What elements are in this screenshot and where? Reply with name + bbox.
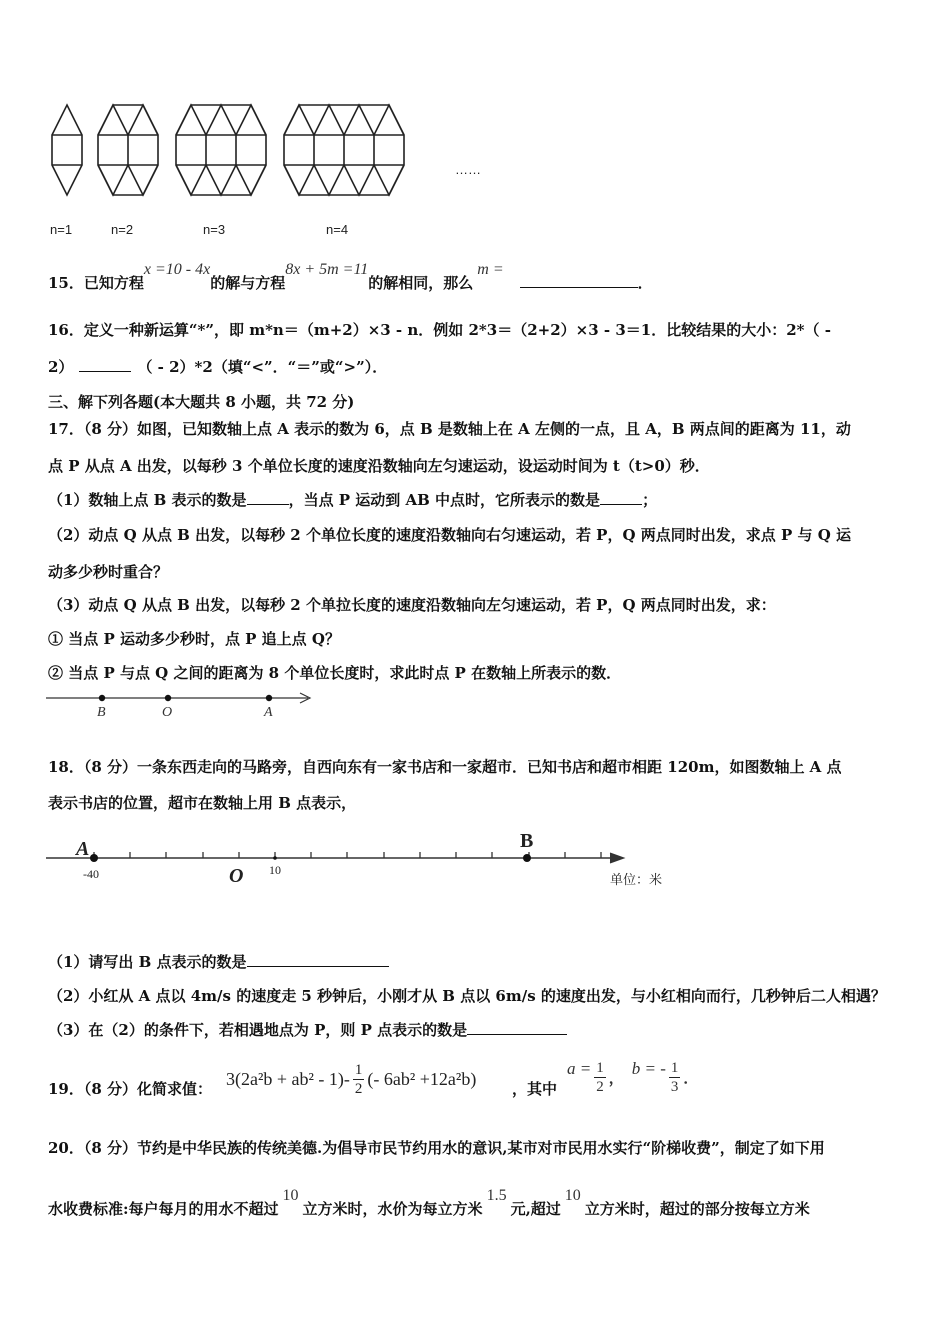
figure-label-n3: n=3	[203, 222, 226, 237]
q17-point-a	[266, 695, 272, 701]
question-19	[48, 1078, 212, 1099]
q18-tick-label-minus40: -40	[83, 867, 99, 881]
figure-ellipsis: ……	[455, 162, 481, 177]
q16-line2-b: （ - 2）*2（填“<”．“＝”或“>”）．	[137, 358, 388, 376]
q18-blank-3[interactable]	[467, 1034, 567, 1035]
question-17-line-2: 点 P 从点 A 出发，以每秒 3 个单位长度的速度沿数轴向左匀速运动，设运动时间为 t（t>0）秒．	[48, 457, 710, 475]
q15-ask: m =	[477, 261, 504, 278]
question-15	[48, 261, 653, 293]
question-16-line-1: 16．定义一种新运算“*”，即 m*n＝（m+2）×3 - n．例如 2*3＝（2+2）×3 - 3＝1．比较结果的大小：2*（ -	[48, 321, 831, 339]
q20-line2-a: 水收费标准:每户每月的用水不超过	[48, 1200, 279, 1218]
question-18-line-2: 表示书店的位置，超市在数轴上用 B 点表示，	[48, 794, 357, 812]
q19-values	[567, 1052, 698, 1102]
q18-p1: （1）请写出 B 点表示的数是	[48, 953, 247, 971]
question-17-part-3: （3）动点 Q 从点 B 出发，以每秒 2 个单拉长度的速度沿数轴向左匀速运动，若 P，Q 两点同时出发，求：	[48, 596, 776, 614]
q20-line2-c: 元,超过	[510, 1200, 561, 1218]
q18-point-10	[273, 856, 277, 860]
q18-label-a: A	[76, 838, 90, 860]
figure-n1	[52, 105, 82, 195]
q19-expr-a: 3(2a²b + ab² - 1)-	[226, 1068, 350, 1089]
q16-line2-a: 2）	[48, 358, 74, 376]
question-17-line-1: 17．（8 分）如图，已知数轴上点 A 表示的数为 6，点 B 是数轴上在 A 左侧的一点，且 A，B 两点间的距离为 11，动	[48, 420, 851, 438]
q19-b-den: 3	[670, 1078, 679, 1095]
q20-value-10-b: 10	[564, 1187, 581, 1204]
q17-label-o: O	[162, 705, 173, 720]
q19-where: ，其中	[512, 1080, 558, 1098]
question-18-part-2: （2）小红从 A 点以 4m/s 的速度走 5 秒钟后，小刚才从 B 点以 6m/s 的速度出发，与小红相向而行，几秒钟后二人相遇？	[48, 987, 886, 1005]
q19-frac-num: 1	[354, 1061, 363, 1078]
q19-frac-den: 2	[354, 1080, 363, 1097]
q15-end: ．	[637, 274, 653, 292]
question-17-part-1	[48, 489, 657, 510]
q19-a-fraction	[594, 1059, 606, 1096]
question-20-line-2	[48, 1187, 810, 1219]
q19-prefix: 19．（8 分）化简求值：	[48, 1080, 213, 1098]
q17-blank-2[interactable]	[600, 504, 642, 505]
q18-point-a	[90, 854, 98, 862]
question-18-part-1	[48, 951, 389, 972]
q17-point-o	[165, 695, 171, 701]
figure-label-n1: n=1	[50, 222, 73, 237]
q17-blank-1[interactable]	[247, 504, 289, 505]
q17-p1-c: ；	[642, 491, 658, 509]
q17-label-b: B	[97, 705, 106, 720]
q20-value-10-a: 10	[282, 1187, 299, 1204]
q18-number-line	[40, 825, 680, 890]
q15-mid: 的解与方程	[210, 274, 286, 292]
q15-answer-blank[interactable]	[520, 287, 638, 288]
q17-label-a: A	[264, 705, 273, 720]
figure-label-n2: n=2	[111, 222, 134, 237]
question-16-line-2	[48, 356, 387, 377]
q18-label-o: O	[229, 865, 244, 887]
q19-b-eq: b = -	[631, 1059, 666, 1078]
question-17-part-2-line-2: 动多少秒时重合？	[48, 563, 169, 581]
question-18-line-1: 18．（8 分）一条东西走向的马路旁，自西向东有一家书店和一家超市．已知书店和超市相距 120m，如图数轴上 A 点	[48, 758, 842, 776]
q17-point-b	[99, 695, 105, 701]
q18-tick-label-10: 10	[269, 863, 281, 877]
q17-number-line	[40, 685, 330, 721]
q19-expr-b: (- 6ab² +12a²b)	[367, 1068, 477, 1089]
q18-point-b	[523, 854, 531, 862]
q19-b-num: 1	[670, 1059, 679, 1076]
figure-n4	[284, 105, 404, 195]
q18-blank-1[interactable]	[247, 966, 389, 967]
q19-expression	[226, 1055, 476, 1103]
q15-mid2: 的解相同，那么	[368, 274, 474, 292]
q19-end: ．	[683, 1070, 699, 1087]
q19-fraction-half	[353, 1061, 365, 1098]
question-18-part-3	[48, 1019, 567, 1040]
question-17-case-2: ② 当点 P 与点 Q 之间的距离为 8 个单位长度时，求此时点 P 在数轴上所表示的数．	[48, 664, 622, 682]
q18-p3: （3）在（2）的条件下，若相遇地点为 P，则 P 点表示的数是	[48, 1021, 468, 1039]
q16-answer-blank[interactable]	[79, 371, 131, 372]
figure-n2	[98, 105, 158, 195]
q19-a-eq: a =	[567, 1059, 592, 1078]
question-20-line-1: 20．（8 分）节约是中华民族的传统美德.为倡导市民节约用水的意识,某市对市民用水实行“阶梯收费”，制定了如下用	[48, 1139, 825, 1157]
q15-equation-1: x =10 - 4x	[143, 261, 211, 278]
q20-value-1-5: 1.5	[486, 1187, 507, 1204]
q19-b-fraction	[669, 1059, 681, 1096]
q19-a-num: 1	[596, 1059, 604, 1076]
section-3-heading: 三、解下列各题(本大题共 8 小题，共 72 分)	[48, 393, 355, 411]
q17-p1-a: （1）数轴上点 B 表示的数是	[48, 491, 247, 509]
question-17-part-2-line-1: （2）动点 Q 从点 B 出发，以每秒 2 个单位长度的速度沿数轴向右匀速运动，若 P，Q 两点同时出发，求点 P 与 Q 运	[48, 526, 851, 544]
figure-label-n4: n=4	[326, 222, 349, 237]
q18-unit-label: 单位：米	[610, 872, 663, 887]
q15-equation-2: 8x + 5m =11	[285, 261, 369, 278]
q19-comma: ，	[608, 1070, 624, 1087]
q20-line2-d: 立方米时，超过的部分按每立方米	[584, 1200, 810, 1218]
q20-line2-b: 立方米时，水价为每立方米	[302, 1200, 483, 1218]
q18-label-b: B	[520, 830, 534, 852]
q15-prefix: 15．已知方程	[48, 274, 144, 292]
q17-p1-b: ，当点 P 运动到 AB 中点时，它所表示的数是	[288, 491, 601, 509]
figure-n3	[176, 105, 266, 195]
question-17-case-1: ① 当点 P 运动多少秒时，点 P 追上点 Q？	[48, 630, 340, 648]
q19-a-den: 2	[596, 1078, 604, 1095]
